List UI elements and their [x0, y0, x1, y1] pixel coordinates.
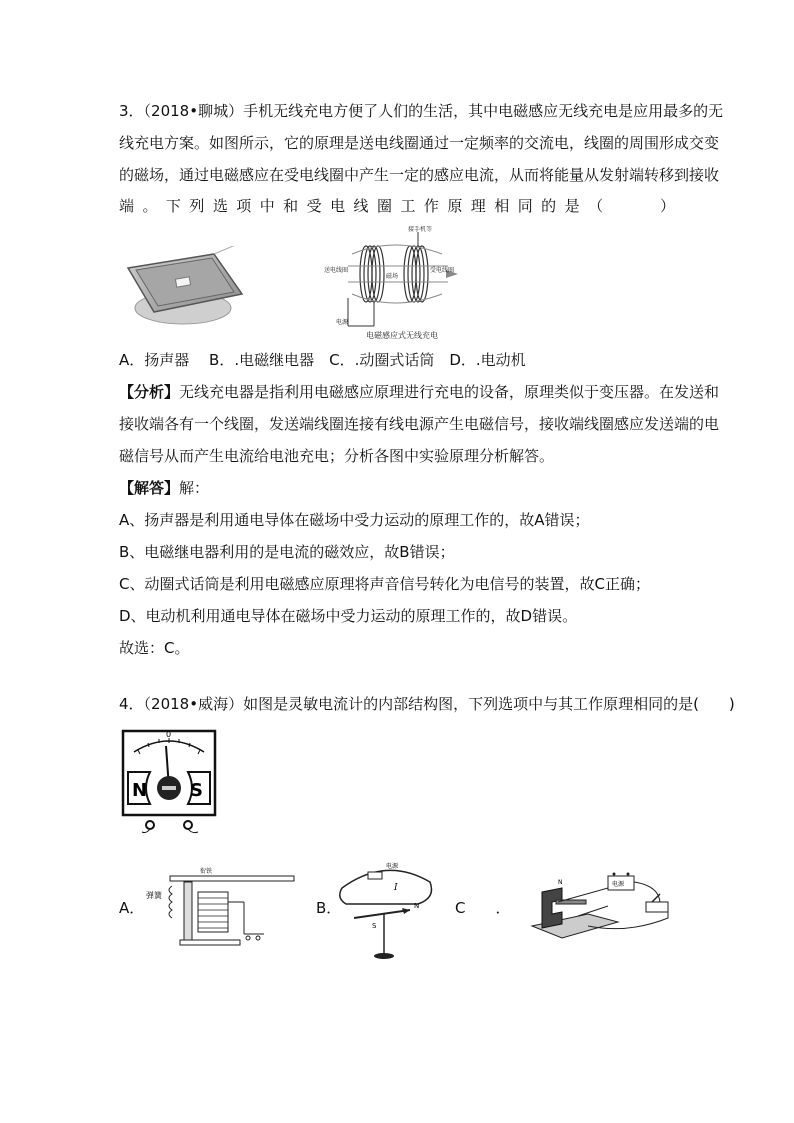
q3-char: 作	[423, 197, 439, 215]
q3-line-1: 3．（2018•聊城）手机无线充电方便了人们的生活，其中电磁感应无线充电是应用最多的无	[119, 102, 724, 120]
q3-answer-b: B、电磁继电器利用的是电流的磁效应，故B错误；	[119, 543, 455, 561]
q3-char: 圈	[376, 197, 392, 215]
magnet-n: N	[558, 879, 563, 886]
spring-label: 弹簧	[146, 891, 162, 900]
needle-n: N	[414, 902, 420, 910]
analysis-text: 无线充电器是指利用电磁感应原理进行充电的设备，原理类似于变压器。在发送和	[179, 383, 720, 401]
analysis-tag: 【分析】	[119, 383, 180, 401]
q3-analysis-line-2: 接收端各有一个线圈，发送端线圈连接有线电源产生电磁信号，接收端线圈感应发送端的电	[119, 415, 720, 433]
q3-char: 线	[353, 197, 369, 215]
south-pole: S	[190, 780, 203, 801]
q3-char: 选	[212, 197, 228, 215]
armature-label: 衔铁	[200, 868, 213, 875]
q3-final: 故选：C。	[119, 639, 190, 657]
galvanometer-diagram	[120, 728, 218, 834]
coil-recv-label: 受电线圈	[430, 267, 455, 274]
battery-label: 电源	[386, 863, 399, 870]
power-box-label: 电源	[612, 881, 625, 888]
answer-tag: 【解答】	[119, 479, 180, 497]
q3-char: 项	[236, 197, 252, 215]
oersted-diagram	[334, 858, 438, 962]
q3-char	[612, 196, 652, 216]
zero-mark: 0	[166, 730, 172, 739]
q3-char: 中	[259, 197, 275, 215]
q3-char: 受	[306, 197, 322, 215]
q3-char: 同	[517, 197, 533, 215]
q3-char: 列	[189, 197, 205, 215]
q3-char: 理	[470, 197, 486, 215]
q3-char: 端	[119, 197, 135, 215]
figure-caption: 电磁感应式无线充电	[366, 331, 438, 340]
q3-options: A．扬声器 B．.电磁继电器 C．.动圈式话筒 D．.电动机	[119, 351, 526, 369]
top-label: 接手机等	[408, 226, 433, 233]
q3-char: 相	[494, 197, 510, 215]
power-label: 电源	[336, 319, 349, 326]
q3-line-4	[119, 196, 675, 216]
q4-option-a: A．	[119, 899, 145, 917]
q3-char: 下	[165, 197, 181, 215]
q4-option-b: B．	[316, 899, 342, 917]
q3-answer-c: C、动圈式话筒是利用电磁感应原理将声音信号转化为电信号的装置，故C正确；	[119, 575, 650, 593]
phone-charger-image	[118, 246, 248, 328]
q3-line-2: 线充电方案。如图所示，它的原理是送电线圈通过一定频率的交流电，线圈的周围形成交变	[119, 134, 720, 152]
motor-experiment-diagram	[528, 866, 674, 940]
q3-analysis-line-3: 磁信号从而产生电流给电池充电；分析各图中实验原理分析解答。	[119, 447, 555, 465]
q3-char: 是	[564, 197, 580, 215]
q4-option-c: C ．	[455, 899, 511, 917]
q3-answer-a: A、扬声器是利用通电导体在磁场中受力运动的原理工作的，故A错误；	[119, 511, 590, 529]
answer-head-text: 解：	[179, 479, 210, 497]
current-label: I	[394, 883, 398, 893]
q3-char: （	[588, 197, 604, 215]
q4-stem: 4．（2018•威海）如图是灵敏电流计的内部结构图，下列选项中与其工作原理相同的是( )	[119, 695, 735, 713]
q3-char: ）	[659, 197, 675, 215]
wireless-coil-diagram	[318, 226, 478, 340]
q3-answer-d: D、电动机利用通电导体在磁场中受力运动的原理工作的，故D错误。	[119, 607, 578, 625]
q3-char: 的	[541, 197, 557, 215]
relay-diagram	[140, 862, 300, 948]
north-pole: N	[132, 780, 148, 801]
field-label: 磁场	[386, 273, 399, 280]
q3-char: 电	[330, 197, 346, 215]
needle-s: S	[372, 922, 377, 930]
q3-char: 工	[400, 197, 416, 215]
coil-send-label: 送电线圈	[324, 267, 349, 274]
q3-line-3: 的磁场，通过电磁感应在受电线圈中产生一定的感应电流，从而将能量从发射端转移到接收	[119, 166, 720, 184]
q3-answer-head	[119, 478, 209, 498]
q3-char: 原	[447, 197, 463, 215]
q3-char: 和	[283, 197, 299, 215]
q3-char: 。	[142, 197, 158, 215]
q3-analysis-line-1	[119, 382, 719, 402]
